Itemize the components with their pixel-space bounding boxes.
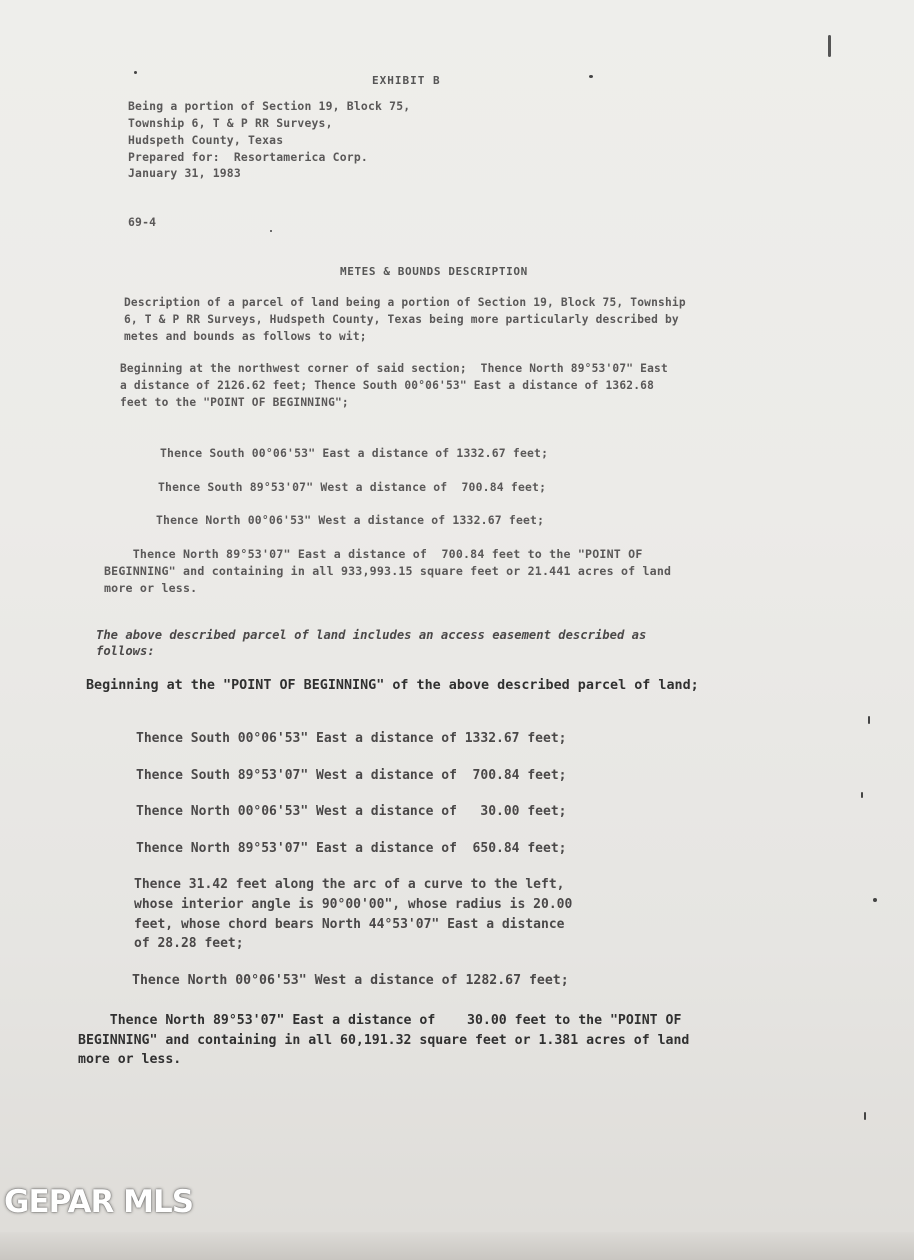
easement-intro-line: follows:	[96, 644, 155, 658]
header-line: Hudspeth County, Texas	[128, 133, 284, 147]
easement-beginning: Beginning at the "POINT OF BEGINNING" of the above described parcel of land;	[86, 678, 699, 693]
curve-call-line: Thence 31.42 feet along the arc of a curve to the left,	[134, 877, 565, 892]
intro-line: 6, T & P RR Surveys, Hudspeth County, Texas being more particularly described by	[124, 313, 679, 326]
parcel-closing-line: Thence North 89°53'07" East a distance of 700.84 feet to the "POINT OF	[104, 547, 643, 561]
intro-line: Description of a parcel of land being a portion of Section 19, Block 75, Township	[124, 296, 686, 309]
paper-speck	[134, 71, 137, 74]
parcel-closing-line: BEGINNING" and containing in all 933,993.15 square feet or 21.441 acres of land	[104, 564, 672, 578]
paper-bottom-shadow	[0, 1232, 914, 1260]
paper-mark	[868, 716, 870, 724]
parcel-call: Thence South 00°06'53" East a distance of 1332.67 feet;	[160, 446, 549, 460]
paper-mark	[828, 35, 831, 57]
reference-number: 69-4	[128, 215, 157, 229]
mls-watermark: GEPAR MLS	[4, 1184, 194, 1220]
header-line: Prepared for: Resortamerica Corp.	[128, 150, 368, 164]
beginning-line: a distance of 2126.62 feet; Thence South 00°06'53" East a distance of 1362.68	[120, 379, 655, 392]
paper-mark	[861, 792, 863, 798]
parcel-call: Thence South 89°53'07" West a distance of 700.84 feet;	[158, 480, 547, 494]
easement-call: Thence South 00°06'53" East a distance of 1332.67 feet;	[136, 731, 567, 746]
easement-closing-line: BEGINNING" and containing in all 60,191.32 square feet or 1.381 acres of land	[78, 1033, 690, 1048]
easement-closing-line: Thence North 89°53'07" East a distance of 30.00 feet to the "POINT OF	[78, 1013, 682, 1028]
intro-line: metes and bounds as follows to wit;	[124, 330, 367, 343]
easement-call: Thence North 00°06'53" West a distance of 30.00 feet;	[136, 804, 567, 819]
header-line: Being a portion of Section 19, Block 75,	[128, 99, 411, 113]
easement-closing-line: more or less.	[78, 1052, 182, 1067]
paper-speck	[589, 75, 593, 78]
header-line: January 31, 1983	[128, 166, 241, 180]
section-title: METES & BOUNDS DESCRIPTION	[340, 265, 528, 278]
header-line: Township 6, T & P RR Surveys,	[128, 116, 333, 130]
beginning-line: Beginning at the northwest corner of said section; Thence North 89°53'07" East	[120, 362, 668, 375]
paper-mark	[864, 1112, 866, 1120]
beginning-line: feet to the "POINT OF BEGINNING";	[120, 396, 349, 409]
exhibit-title: EXHIBIT B	[372, 74, 441, 87]
curve-call-line: of 28.28 feet;	[134, 936, 244, 951]
easement-intro-line: The above described parcel of land includes an access easement described as	[96, 628, 647, 642]
parcel-call: Thence North 00°06'53" West a distance of 1332.67 feet;	[156, 513, 545, 527]
parcel-closing-line: more or less.	[104, 581, 198, 595]
curve-call-line: feet, whose chord bears North 44°53'07" East a distance	[134, 917, 565, 932]
curve-call-line: whose interior angle is 90°00'00", whose radius is 20.00	[134, 897, 573, 912]
easement-north-call: Thence North 00°06'53" West a distance of 1282.67 feet;	[132, 973, 569, 988]
paper-speck	[270, 230, 272, 232]
easement-call: Thence South 89°53'07" West a distance of 700.84 feet;	[136, 768, 567, 783]
paper-speck	[873, 898, 877, 902]
easement-call: Thence North 89°53'07" East a distance of 650.84 feet;	[136, 841, 567, 856]
